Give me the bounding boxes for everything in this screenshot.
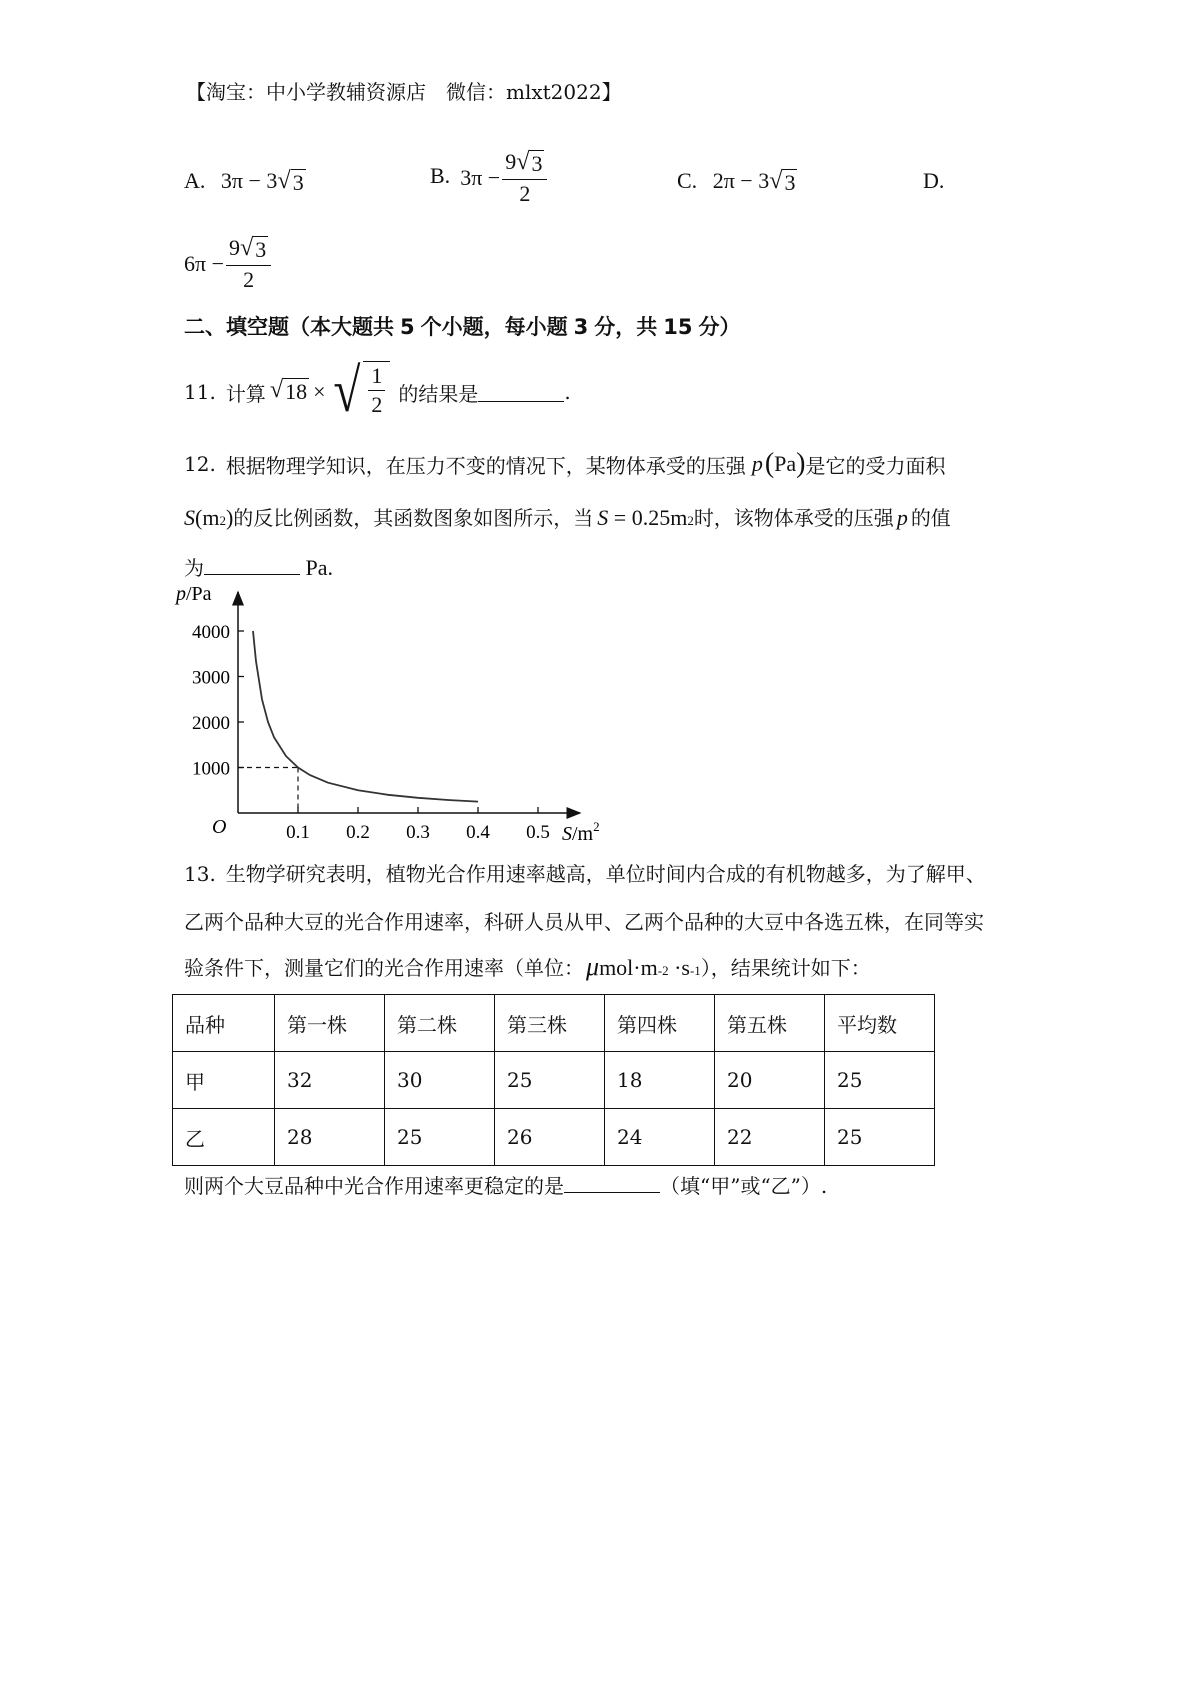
section-heading-part: 个小题，每小题: [420, 315, 568, 339]
option-c-sqrt: √ 3: [769, 167, 796, 195]
sqrt-18: √ 18: [269, 376, 308, 405]
table-row: [173, 1109, 935, 1166]
question-13-text: （填“甲”或“乙”）.: [660, 1174, 828, 1198]
var-p: p: [896, 505, 908, 530]
option-d-denominator: 2: [243, 267, 255, 293]
question-13-text: 生物学研究表明，植物光合作用速率越高，单位时间内合成的有机物越多，为了解甲、: [225, 862, 986, 886]
option-c-label: C.: [677, 168, 698, 193]
fraction-denominator: 2: [371, 392, 383, 418]
table-header-cell: 平均数: [825, 995, 935, 1052]
origin-label: O: [212, 816, 227, 838]
table-cell: 18: [605, 1052, 715, 1109]
y-tick-label: 2000: [192, 713, 230, 734]
unit-body: ·s: [668, 955, 690, 980]
y-tick-label: 3000: [192, 667, 230, 689]
option-a-sqrt: √ 3: [277, 167, 304, 195]
option-c-radicand: 3: [784, 170, 796, 195]
sqrt-18-radicand: 18: [285, 379, 308, 405]
x-tick-label: 0.5: [526, 822, 550, 843]
question-12-text: 的值: [910, 506, 951, 530]
x-axis-label: $S/m^2$: [562, 819, 600, 844]
question-13-line-2: 乙两个品种大豆的光合作用速率，科研人员从甲、乙两个品种的大豆中各选五株，在同等实: [184, 910, 984, 934]
sqrt-half: √ $\frac{1}{2}$: [330, 361, 391, 423]
question-12-text: 根据物理学知识，在压力不变的情况下，某物体承受的压强: [225, 453, 746, 478]
table-cell: 20: [715, 1052, 825, 1109]
option-b-denominator: 2: [519, 181, 531, 207]
option-c: [677, 168, 797, 196]
unit-body: mol·m: [599, 955, 658, 980]
section-heading-total: 15: [663, 315, 693, 339]
question-12-text: 的反比例函数，其函数图象如图所示，当: [233, 506, 594, 530]
unit-sup: -1: [689, 963, 701, 978]
x-tick-label: 0.2: [346, 822, 370, 843]
y-axis-label: p/Pa: [176, 583, 212, 605]
paren: ): [796, 448, 806, 479]
unit-m2-sup: 2: [219, 513, 226, 528]
question-13-text: ），结果统计如下：: [700, 956, 871, 980]
x-tick-label: 0.1: [286, 822, 310, 843]
section-heading-part: 分，共: [594, 315, 658, 339]
option-b-radicand: 3: [531, 151, 543, 176]
option-c-text: 2π − 3: [712, 168, 770, 193]
unit-mu: μ: [586, 952, 600, 981]
table-cell: 28: [275, 1109, 385, 1166]
question-number: 12.: [184, 452, 216, 476]
option-b: [430, 150, 549, 207]
table-header-cell: 第五株: [715, 995, 825, 1052]
question-11-prefix: 计算: [225, 381, 266, 406]
table-cell: 25: [825, 1052, 935, 1109]
answer-blank-13[interactable]: [564, 1174, 660, 1193]
area-value: = 0.25m: [608, 505, 688, 530]
question-11-suffix: 的结果是: [398, 381, 479, 406]
question-12-line-1: [184, 448, 945, 480]
var-s: S: [597, 505, 609, 530]
option-b-fraction: 9 √ 3 2: [502, 150, 547, 207]
unit-suffix: Pa.: [300, 555, 333, 580]
question-number: 11.: [184, 380, 216, 404]
x-tick-label: 0.3: [406, 822, 430, 843]
table-header-cell: 第四株: [605, 995, 715, 1052]
unit-m2: (m: [195, 505, 220, 530]
table-header-cell: 第三株: [495, 995, 605, 1052]
section-heading-count: 5: [400, 315, 415, 339]
unit-sup: -2: [657, 963, 669, 978]
section-heading-part: 二、填空题（本大题共: [184, 315, 394, 339]
table-header-cell: 第一株: [275, 995, 385, 1052]
area-value-sup: 2: [687, 513, 694, 528]
section-heading: [184, 311, 740, 341]
times-sign: ×: [313, 379, 326, 404]
section-heading-part: 分）: [698, 315, 741, 339]
option-b-text: 3π −: [460, 165, 501, 191]
option-b-label: B.: [430, 163, 451, 189]
table-header-row: [173, 995, 935, 1052]
question-12-text: 为: [184, 556, 204, 580]
option-b-coef: 9: [505, 149, 517, 174]
table-cell: 甲: [173, 1052, 275, 1109]
photosynthesis-table: [172, 994, 935, 1166]
y-tick-label: 1000: [192, 758, 230, 780]
fraction-numerator: 1: [368, 364, 385, 391]
table-cell: 乙: [173, 1109, 275, 1166]
question-12-line-2: [184, 502, 951, 531]
table-header-cell: 第二株: [385, 995, 495, 1052]
option-d-text: 6π −: [184, 251, 225, 277]
y-tick-label: 4000: [192, 622, 230, 643]
table-row: [173, 1052, 935, 1109]
option-d-fraction: 9 √ 3 2: [226, 236, 271, 293]
x-tick-label: 0.4: [466, 822, 490, 843]
inverse-curve: [253, 631, 478, 802]
question-13-line-3: [184, 952, 871, 982]
table-cell: 22: [715, 1109, 825, 1166]
section-heading-score: 3: [573, 315, 589, 339]
answer-blank-11[interactable]: [478, 383, 564, 402]
table-cell: 26: [495, 1109, 605, 1166]
option-a-text: 3π − 3: [220, 168, 278, 193]
option-d: [184, 236, 273, 293]
option-d-radicand: 3: [255, 237, 267, 262]
question-12-line-3: [184, 552, 333, 581]
table-cell: 25: [495, 1052, 605, 1109]
table-header-cell: 品种: [173, 995, 275, 1052]
table-cell: 24: [605, 1109, 715, 1166]
option-a: [184, 168, 306, 196]
option-d-label: D.: [923, 168, 945, 193]
question-13-text: 验条件下，测量它们的光合作用速率（单位：: [184, 956, 584, 980]
option-a-label: A.: [184, 168, 206, 193]
table-cell: 32: [275, 1052, 385, 1109]
question-11-end: .: [564, 380, 571, 404]
question-12-text: 是它的受力面积: [805, 453, 946, 478]
option-d-coef: 9: [229, 235, 241, 260]
question-number: 13.: [184, 862, 216, 886]
var-s: S: [184, 505, 195, 530]
paren: (: [764, 448, 775, 479]
question-13-after: [184, 1170, 827, 1199]
table-cell: 25: [385, 1109, 495, 1166]
question-11: [184, 357, 571, 426]
header-banner: 【淘宝：中小学教辅资源店 微信：mlxt2022】: [186, 80, 622, 104]
question-13-line-1: [184, 858, 986, 887]
question-12-text: 时，该物体承受的压强: [693, 506, 894, 530]
option-a-radicand: 3: [292, 170, 304, 195]
answer-blank-12[interactable]: [204, 556, 300, 575]
var-p: p: [751, 451, 763, 476]
table-cell: 25: [825, 1109, 935, 1166]
unit-m2: ): [225, 505, 234, 530]
table-cell: 30: [385, 1052, 495, 1109]
question-13-text: 则两个大豆品种中光合作用速率更稳定的是: [184, 1174, 564, 1198]
unit-pa: Pa: [774, 451, 797, 476]
inverse-function-chart: [170, 580, 620, 844]
